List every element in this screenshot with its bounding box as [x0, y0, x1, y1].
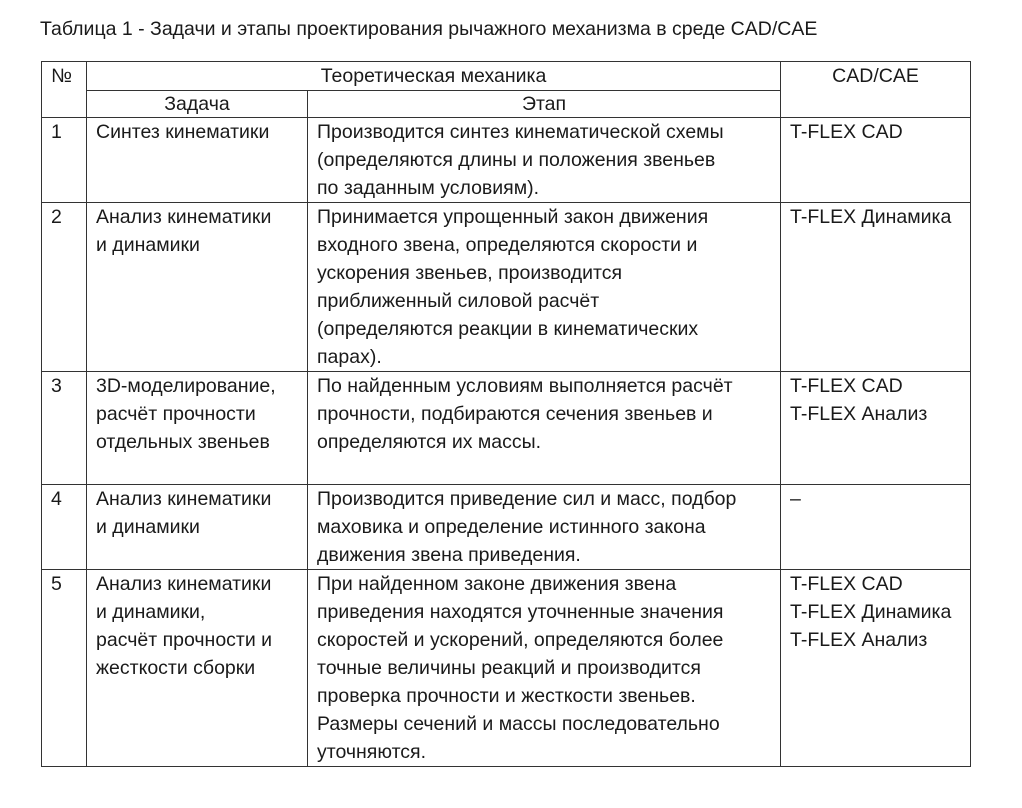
header-stage: Этап: [308, 91, 781, 118]
table-row: [42, 203, 971, 372]
row-task: Синтез кинематики: [87, 118, 308, 203]
row-stage: Принимается упрощенный закон движения входного звена, определяются скорости и ускорения звеньев, производится приближенный силовой расчёт (определяются реакции в кинематических парах).: [308, 203, 781, 372]
table-row: [42, 118, 971, 203]
header-row: [42, 62, 971, 91]
row-cad: T-FLEX Динамика: [781, 203, 971, 372]
row-stage: Производится приведение сил и масс, подбор маховика и определение истинного закона движения звена приведения.: [308, 485, 781, 570]
row-num: 1: [42, 118, 87, 203]
header-task: Задача: [87, 91, 308, 118]
row-stage: По найденным условиям выполняется расчёт прочности, подбираются сечения звеньев и определяются их массы.: [308, 372, 781, 485]
row-task: Анализ кинематики и динамики: [87, 485, 308, 570]
table-row: [42, 485, 971, 570]
header-num: №: [42, 62, 87, 118]
row-cad: T-FLEX CAD: [781, 118, 971, 203]
row-stage: Производится синтез кинематической схемы (определяются длины и положения звеньев по заданным условиям).: [308, 118, 781, 203]
row-cad: T-FLEX CAD T-FLEX Анализ: [781, 372, 971, 485]
row-cad: T-FLEX CAD T-FLEX Динамика T-FLEX Анализ: [781, 570, 971, 767]
design-stages-table: [41, 61, 971, 767]
row-num: 4: [42, 485, 87, 570]
row-num: 2: [42, 203, 87, 372]
row-task: 3D-моделирование, расчёт прочности отдельных звеньев: [87, 372, 308, 485]
row-stage: При найденном законе движения звена приведения находятся уточненные значения скоростей и ускорений, определяются более точные величины реакций и производится проверка прочности и жесткости звеньев. Размеры сечений и массы последовательно уточняются.: [308, 570, 781, 767]
row-num: 5: [42, 570, 87, 767]
row-task: Анализ кинематики и динамики, расчёт прочности и жесткости сборки: [87, 570, 308, 767]
header-group: Теоретическая механика: [87, 62, 781, 91]
row-cad: –: [781, 485, 971, 570]
table-row: [42, 372, 971, 485]
row-task: Анализ кинематики и динамики: [87, 203, 308, 372]
table-caption: Таблица 1 - Задачи и этапы проектирования рычажного механизма в среде CAD/CAE: [40, 18, 818, 40]
row-num: 3: [42, 372, 87, 485]
table-row: [42, 570, 971, 767]
header-cad: CAD/CAE: [781, 62, 971, 118]
